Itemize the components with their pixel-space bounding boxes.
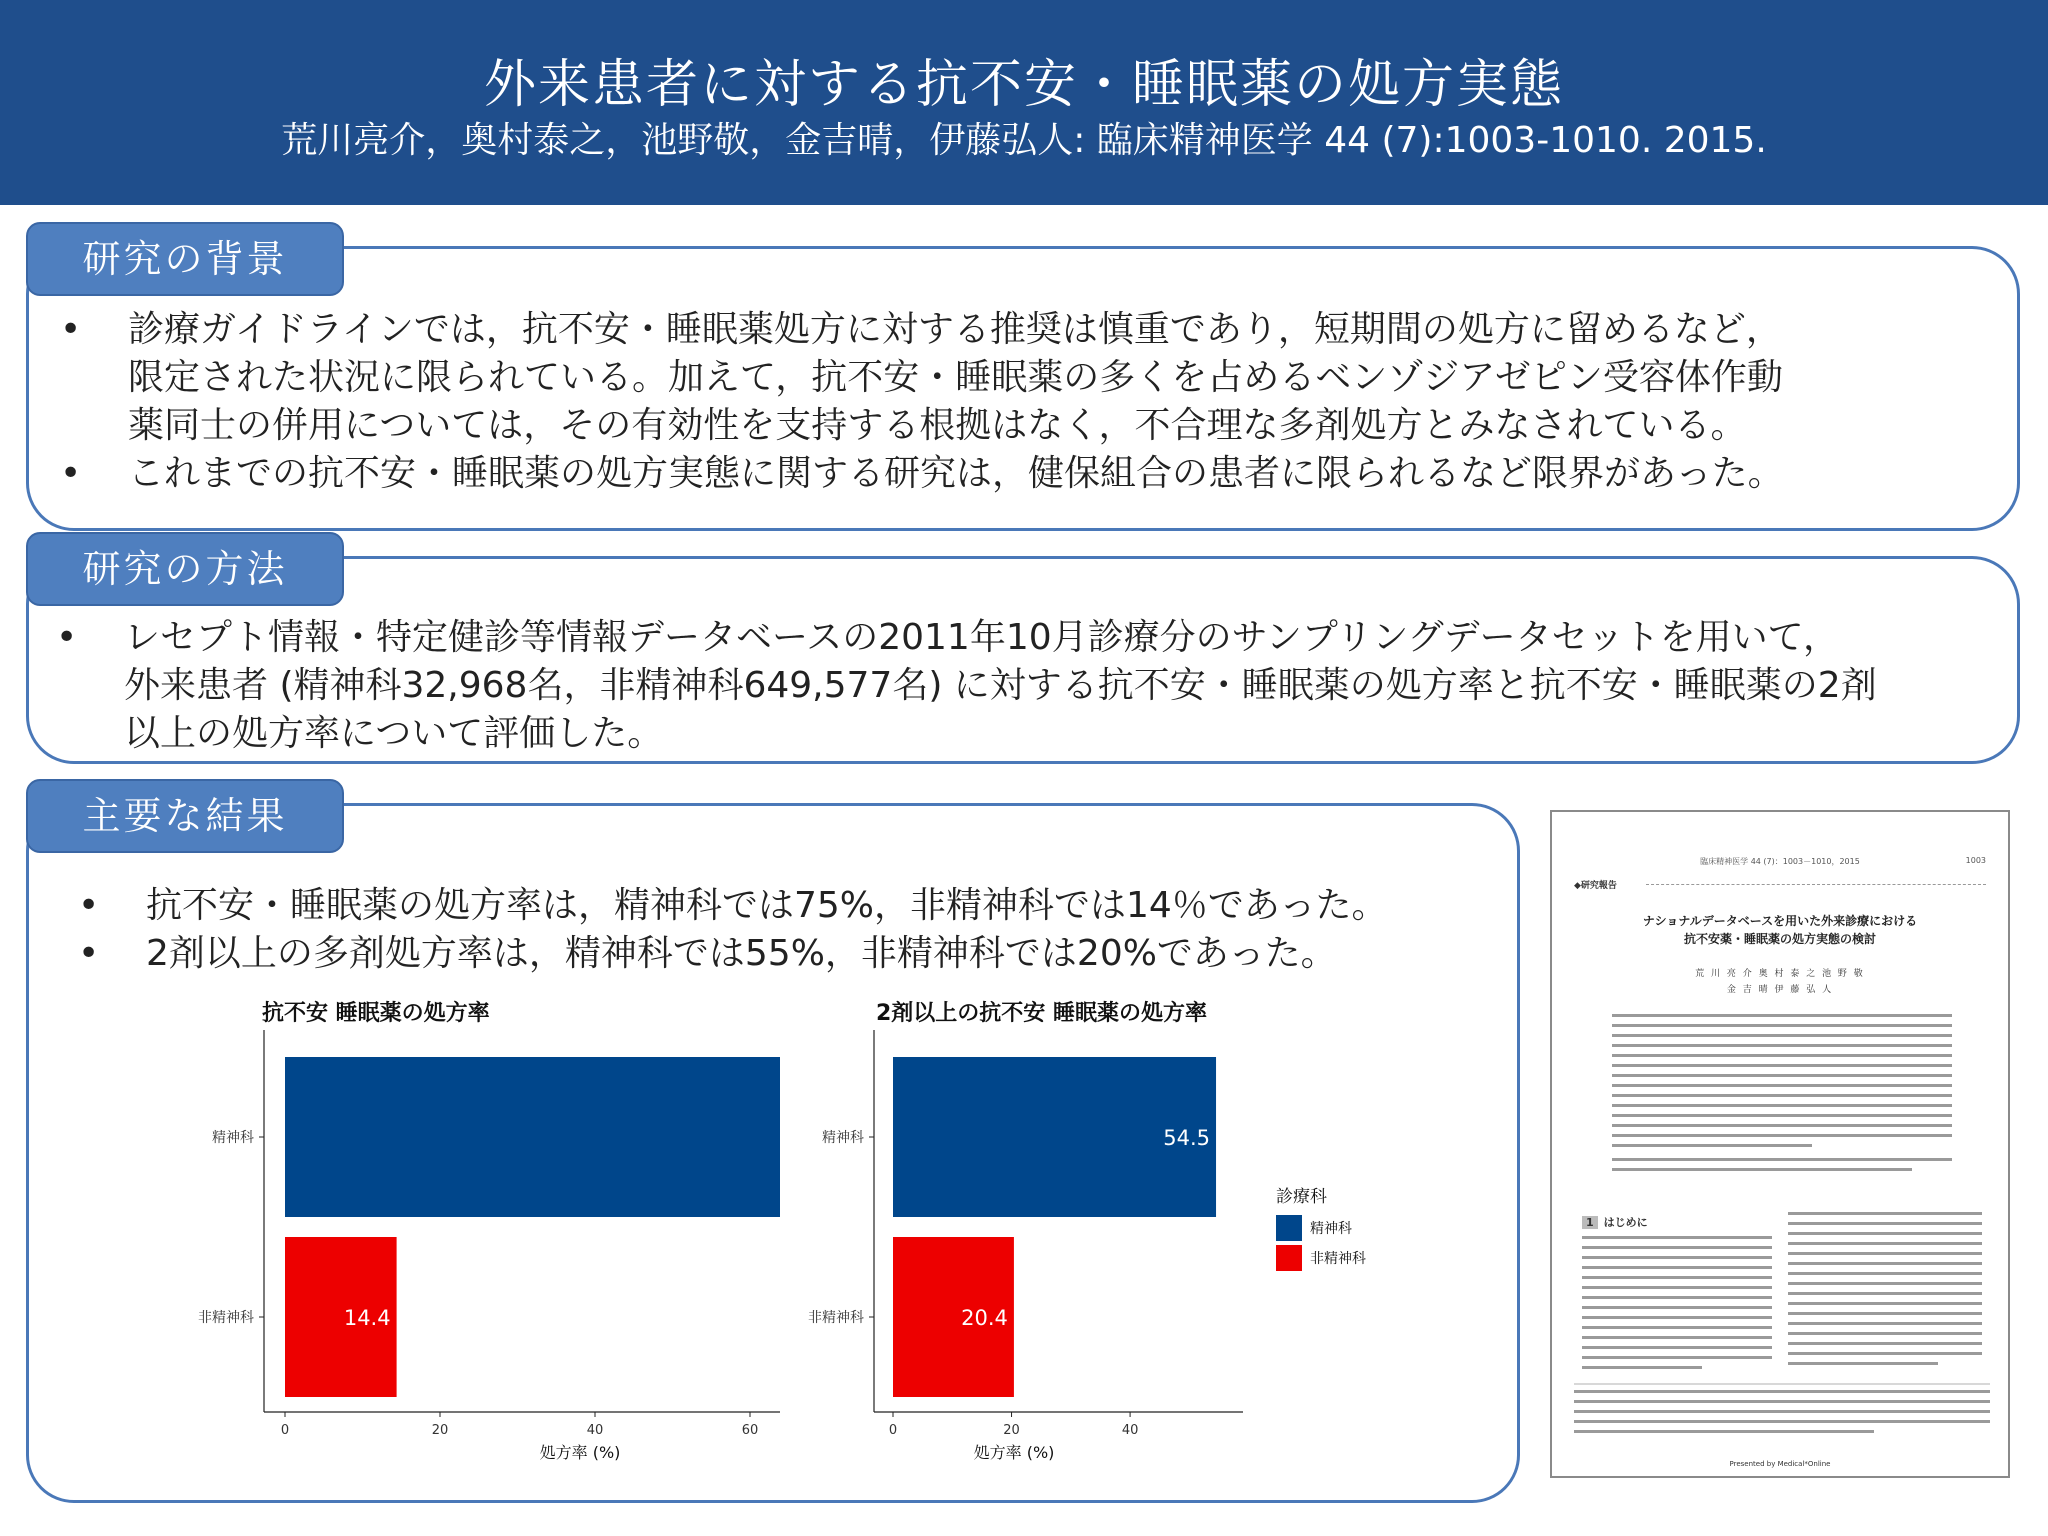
methods-bullet-1 (56, 614, 2004, 758)
results-tab: 主要な結果 (26, 779, 344, 853)
citation: 荒川亮介，奥村泰之，池野敬，金吉晴，伊藤弘人: 臨床精神医学 44 (7):1003-1010. 2015. (281, 120, 1767, 161)
bullet-dot: • (56, 617, 78, 658)
thumb-article-icon: ◆ (1574, 881, 1581, 891)
chart2-x-tick-label-1: 0 (888, 1423, 898, 1438)
legend (1276, 1182, 1366, 1273)
thumb-footer: Presented by Medical*Online (1729, 1460, 1831, 1468)
chart1-x-tick-label-4: 60 (741, 1423, 759, 1438)
background-tab: 研究の背景 (26, 222, 344, 296)
bullet-dot: • (78, 933, 100, 974)
legend-swatch-nonpsych (1276, 1245, 1302, 1271)
chart2-data-label-2: 20.4 (961, 1306, 1008, 1330)
legend-label-psych: 精神科 (1310, 1221, 1352, 1237)
background-bullet-1 (60, 306, 2008, 450)
legend-item-nonpsych (1276, 1243, 1366, 1273)
legend-swatch-psych (1276, 1215, 1302, 1241)
thumb-authors-1: 荒 川 亮 介 奥 村 泰 之 池 野 敬 (1695, 969, 1865, 979)
background-bullet-1-line-3: 薬同士の併用については，その有効性を支持する根拠はなく，不合理な多剤処方とみなされている。 (128, 405, 1747, 446)
methods-bullets (56, 614, 2004, 758)
bullet-dot: • (78, 885, 100, 926)
chart2-category-label-1: 精神科 (822, 1130, 864, 1146)
methods-bullet-1-line-2: 外来患者 (精神科32,968名，非精神科649,577名) に対する抗不安・睡眠薬の処方率と抗不安・睡眠薬の2剤 (124, 665, 1877, 706)
chart1-category-label-1: 精神科 (212, 1130, 254, 1146)
methods-tab: 研究の方法 (26, 532, 344, 606)
chart2-svg (790, 1030, 1250, 1480)
thumb-page: 1003 (1965, 856, 1986, 865)
thumb-journal: 臨床精神医学 44 (7)：1003－1010，2015 (1700, 857, 1860, 866)
thumb-authors-2: 金 吉 晴 伊 藤 弘 人 (1726, 985, 1834, 995)
thumb-title-2: 抗不安薬・睡眠薬の処方実態の検討 (1683, 932, 1876, 946)
chart1-x-tick-label-1: 0 (280, 1423, 290, 1438)
legend-title: 診療科 (1276, 1187, 1327, 1207)
methods-bullet-1-line-3: 以上の処方率について評価した。 (124, 713, 664, 754)
background-bullet-2-line-1: これまでの抗不安・睡眠薬の処方実態に関する研究は，健保組合の患者に限られるなど限界があった。 (128, 453, 1784, 494)
chart1-bar-1 (285, 1057, 780, 1217)
background-bullet-1-line-1: 診療ガイドラインでは，抗不安・睡眠薬処方に対する推奨は慎重であり，短期間の処方に留めるなど， (128, 309, 1782, 350)
background-bullet-1-line-2: 限定された状況に限られている。加えて，抗不安・睡眠薬の多くを占めるベンゾジアゼピン受容体作動 (128, 357, 1783, 398)
chart2-x-tick-label-2: 20 (1003, 1423, 1020, 1438)
chart1-category-label-2: 非精神科 (198, 1310, 254, 1326)
thumb-body-text (1552, 812, 2010, 1478)
chart1-x-tick-label-3: 40 (586, 1423, 604, 1438)
chart1-title: 抗不安 睡眠薬の処方率 (262, 1001, 490, 1026)
results-bullet-1-line-1: 抗不安・睡眠薬の処方率は，精神科では75%，非精神科では14％であった。 (146, 885, 1388, 926)
results-bullet-2 (78, 930, 1506, 978)
background-bullet-2 (60, 450, 2008, 498)
background-bullets (60, 306, 2008, 498)
methods-bullet-1-line-1: レセプト情報・特定健診等情報データベースの2011年10月診療分のサンプリングデータセットを用いて， (124, 617, 1839, 658)
bullet-dot: • (60, 309, 82, 350)
poster-title: 外来患者に対する抗不安・睡眠薬の処方実態 (483, 55, 1564, 115)
chart2-data-label-1: 54.5 (1163, 1126, 1211, 1150)
chart2-title: 2剤以上の抗不安 睡眠薬の処方率 (876, 1001, 1207, 1026)
legend-label-nonpsych: 非精神科 (1310, 1251, 1366, 1267)
results-bullet-2-line-1: 2剤以上の多剤処方率は，精神科では55%，非精神科では20%であった。 (146, 933, 1337, 974)
legend-item-psych (1276, 1213, 1366, 1243)
chart1-x-tick-label-2: 20 (431, 1423, 449, 1438)
chart1-svg (180, 1030, 780, 1480)
chart1-data-label-2: 14.4 (343, 1306, 391, 1330)
bullet-dot: • (60, 453, 82, 494)
results-bullet-1 (78, 882, 1506, 930)
thumb-section: 1 はじめに (1582, 1214, 1648, 1230)
article-thumbnail (1550, 810, 2010, 1478)
thumb-article-type: ◆研究報告 (1574, 881, 1617, 891)
chart2-category-label-2: 非精神科 (808, 1310, 864, 1326)
thumb-title-1: ナショナルデータベースを用いた外来診療における (1642, 914, 1918, 928)
results-bullets (78, 882, 1506, 978)
chart2-x-tick-label-3: 40 (1121, 1423, 1139, 1438)
chart2-x-axis-label: 処方率 (%) (973, 1443, 1055, 1462)
header-banner (0, 0, 2048, 205)
chart1-x-axis-label: 処方率 (%) (539, 1443, 621, 1462)
